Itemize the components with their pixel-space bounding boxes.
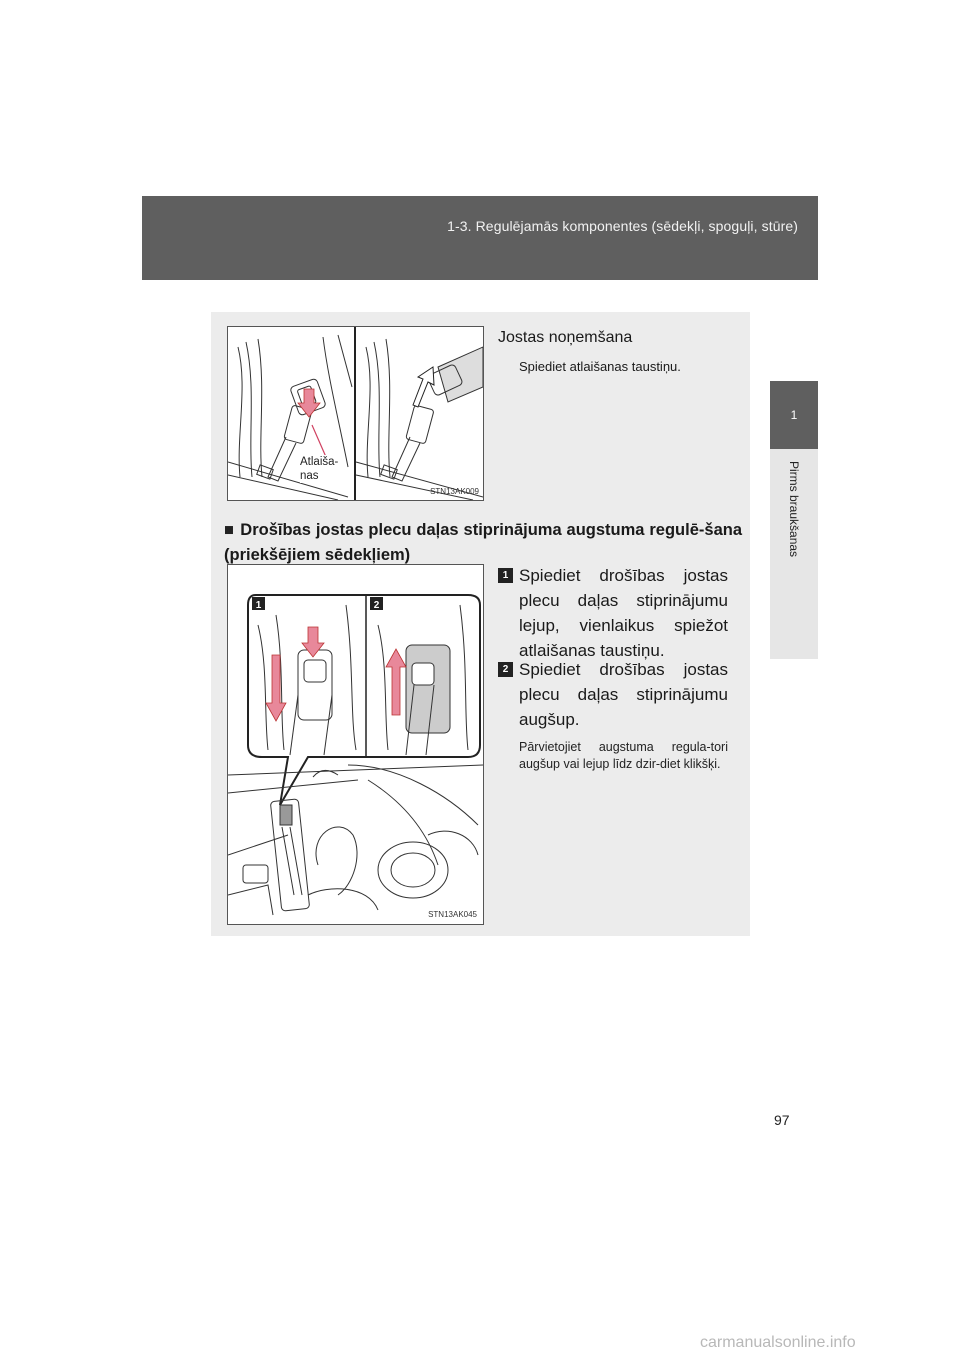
section-heading (224, 518, 742, 568)
header-band (142, 196, 818, 280)
step-1-number: 1 (498, 568, 513, 583)
figure-code: STN13AK045 (428, 910, 477, 919)
anchor-adjust-illustration (228, 565, 483, 924)
watermark: carmanualsonline.info (700, 1334, 856, 1351)
release-button-callout: Atlaiša- nas (300, 456, 339, 482)
removal-description: Spiediet atlaišanas taustiņu. (519, 359, 681, 374)
belt-release-illustration (228, 327, 483, 500)
section-title: 1-3. Regulējamās komponentes (sēdekļi, spoguļi, stūre) (447, 218, 798, 234)
press-arrow-icon (298, 389, 320, 417)
step-1-text: Spiediet drošības jostas plecu daļas stiprinājumu lejup, vienlaikus spiežot atlaišanas taustiņu. (519, 566, 728, 660)
step-1 (498, 563, 728, 663)
page-number: 97 (774, 1112, 790, 1128)
figure-label-1: 1 (255, 600, 262, 611)
adjust-note: Pārvietojiet augstuma regula-tori augšup vai lejup līdz dzir-diet klikšķi. (519, 740, 728, 771)
chapter-number-tab (770, 381, 818, 449)
figure-belt-release (227, 326, 484, 501)
release-arrow-icon (413, 367, 434, 407)
step-2-text: Spiediet drošības jostas plecu daļas stiprinājumu augšup. (519, 660, 728, 729)
section-heading-text: Drošības jostas plecu daļas stiprinājuma augstuma regulē-šana (priekšējiem sēdekļiem) (224, 521, 742, 564)
content-panel (211, 312, 750, 936)
chapter-number: 1 (790, 408, 798, 422)
figure-anchor-adjust (227, 564, 484, 925)
section-marker: ■ (224, 521, 235, 539)
step-2-number: 2 (498, 662, 513, 677)
step-2 (498, 657, 728, 732)
chapter-title: Pirms braukšanas (787, 461, 801, 558)
figure-code: STN13AK009 (430, 487, 479, 496)
removal-title: Jostas noņemšana (498, 329, 633, 346)
figure-label-2: 2 (373, 600, 380, 611)
right-release-drawing (356, 339, 483, 500)
chapter-side-tab (770, 449, 818, 659)
